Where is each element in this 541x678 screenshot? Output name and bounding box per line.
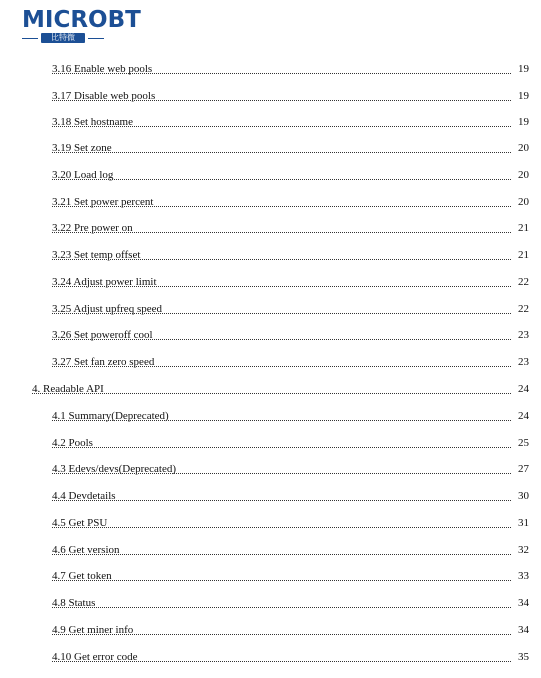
toc-entry[interactable]: [0, 649, 541, 665]
toc-leader-dots: [52, 72, 511, 74]
toc-page-number: 19: [518, 90, 529, 102]
toc-entry[interactable]: [0, 220, 541, 236]
toc-entry-title: 3.22 Pre power on: [52, 222, 133, 234]
toc-page-number: 23: [518, 329, 529, 341]
toc-entry-title: 4.4 Devdetails: [52, 490, 116, 502]
toc-leader-dots: [52, 258, 511, 260]
toc-leader-dots: [52, 151, 511, 153]
toc-page-number: 24: [518, 410, 529, 422]
toc-page-number: 20: [518, 169, 529, 181]
toc-page-number: 31: [518, 517, 529, 529]
toc-leader-dots: [52, 472, 511, 474]
toc-leader-dots: [52, 660, 511, 662]
toc-leader-dots: [52, 285, 511, 287]
toc-leader-dots: [52, 419, 511, 421]
toc-leader-dots: [52, 633, 511, 635]
toc-entry-title: 3.26 Set poweroff cool: [52, 329, 153, 341]
toc-entry[interactable]: [0, 515, 541, 531]
toc-leader-dots: [52, 606, 511, 608]
toc-page-number: 33: [518, 570, 529, 582]
toc-entry-title: 4.2 Pools: [52, 437, 93, 449]
logo-rule-right: [88, 38, 104, 39]
toc-page-number: 32: [518, 544, 529, 556]
toc-entry[interactable]: [0, 274, 541, 290]
toc-entry-title: 4.1 Summary(Deprecated): [52, 410, 169, 422]
toc-entry-title: 3.27 Set fan zero speed: [52, 356, 155, 368]
toc-page-number: 22: [518, 303, 529, 315]
toc-leader-dots: [52, 99, 511, 101]
toc-page-number: 22: [518, 276, 529, 288]
toc-entry-title: 3.23 Set temp offset: [52, 249, 141, 261]
toc-entry[interactable]: [0, 568, 541, 584]
toc-entry[interactable]: [0, 327, 541, 343]
toc-entry[interactable]: [0, 622, 541, 638]
toc-entry[interactable]: [0, 488, 541, 504]
microbt-logo: [22, 7, 152, 43]
toc-page-number: 27: [518, 463, 529, 475]
toc-leader-dots: [52, 365, 511, 367]
toc-entry-title: 4.8 Status: [52, 597, 96, 609]
toc-entry[interactable]: [0, 461, 541, 477]
toc-entry[interactable]: [0, 301, 541, 317]
toc-entry[interactable]: [0, 194, 541, 210]
toc-entry[interactable]: [0, 247, 541, 263]
toc-entry[interactable]: [0, 61, 541, 77]
toc-page-number: 34: [518, 597, 529, 609]
toc-page-number: 20: [518, 196, 529, 208]
toc-page-number: 34: [518, 624, 529, 636]
toc-entry-title: 3.24 Adjust power limit: [52, 276, 157, 288]
toc-entry[interactable]: [0, 114, 541, 130]
logo-wordmark: MICROBT: [22, 7, 141, 33]
toc-entry[interactable]: [0, 140, 541, 156]
toc-section-title: 4. Readable API: [32, 383, 104, 395]
toc-page-number: 24: [518, 383, 529, 395]
toc-leader-dots: [52, 205, 511, 207]
toc-leader-dots: [32, 392, 511, 394]
toc-leader-dots: [52, 312, 511, 314]
toc-page-number: 20: [518, 142, 529, 154]
toc-entry-title: 3.25 Adjust upfreq speed: [52, 303, 162, 315]
toc-leader-dots: [52, 499, 511, 501]
toc-entry-title: 4.10 Get error code: [52, 651, 138, 663]
toc-leader-dots: [52, 178, 511, 180]
toc-page-number: 19: [518, 116, 529, 128]
toc-entry[interactable]: [0, 435, 541, 451]
logo-rule-left: [22, 38, 38, 39]
toc-entry-title: 3.16 Enable web pools: [52, 63, 153, 75]
toc-entry-title: 4.5 Get PSU: [52, 517, 108, 529]
toc-entry-title: 3.19 Set zone: [52, 142, 112, 154]
toc-leader-dots: [52, 338, 511, 340]
toc-entry[interactable]: [0, 167, 541, 183]
logo-chinese-text: 比特微: [41, 33, 85, 43]
toc-page-number: 23: [518, 356, 529, 368]
toc-entry[interactable]: [0, 354, 541, 370]
toc-page-number: 35: [518, 651, 529, 663]
toc-entry-title: 3.20 Load log: [52, 169, 114, 181]
logo-subtitle: [22, 33, 104, 43]
toc-leader-dots: [52, 446, 511, 448]
toc-entry[interactable]: [0, 595, 541, 611]
toc-page-number: 30: [518, 490, 529, 502]
toc-leader-dots: [52, 553, 511, 555]
toc-leader-dots: [52, 526, 511, 528]
toc-entry-title: 3.18 Set hostname: [52, 116, 133, 128]
toc-entry-title: 4.3 Edevs/devs(Deprecated): [52, 463, 177, 475]
toc-page-number: 21: [518, 249, 529, 261]
toc-entry-title: 3.21 Set power percent: [52, 196, 154, 208]
toc-entry-title: 3.17 Disable web pools: [52, 90, 156, 102]
toc-section-entry[interactable]: [0, 381, 541, 397]
toc-leader-dots: [52, 579, 511, 581]
toc-entry[interactable]: [0, 408, 541, 424]
toc-page-number: 21: [518, 222, 529, 234]
toc-entry-title: 4.9 Get miner info: [52, 624, 134, 636]
toc-entry-title: 4.6 Get version: [52, 544, 120, 556]
toc-entry[interactable]: [0, 88, 541, 104]
toc-entry[interactable]: [0, 542, 541, 558]
toc-entry-title: 4.7 Get token: [52, 570, 112, 582]
toc-page-number: 25: [518, 437, 529, 449]
toc-leader-dots: [52, 231, 511, 233]
toc-leader-dots: [52, 125, 511, 127]
toc-page-number: 19: [518, 63, 529, 75]
